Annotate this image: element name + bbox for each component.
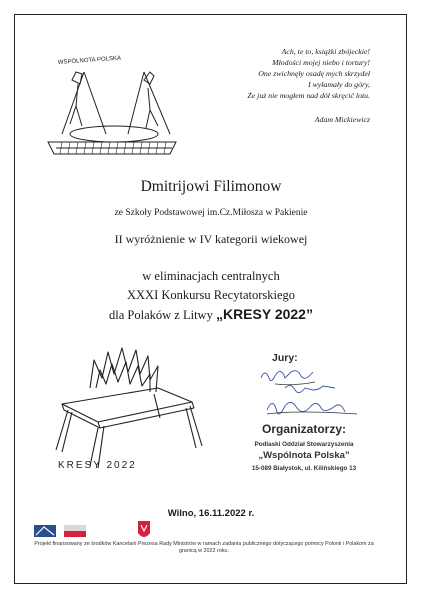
sponsor-logos (34, 521, 154, 543)
poem-line: I wyłamały do góry, (308, 80, 370, 89)
organizer-name: „Wspólnota Polska” (258, 450, 350, 461)
contest-line-3-prefix: dla Polaków z Litwy (109, 308, 216, 322)
emblem-of-poland (138, 521, 150, 537)
jury-signatures (255, 362, 375, 422)
bottom-sketch-caption: KRESY 2022 (58, 460, 137, 471)
poem-line: Że już nie mogłem nad dół skręcić lotu. (247, 91, 370, 100)
contest-line-2: XXXI Konkursu Recytatorskiego (126, 288, 296, 302)
top-theatre-sketch (44, 50, 180, 162)
wspolnota-polska-logo (34, 525, 56, 537)
poem-line: Ach, te to, książki zbójeckie! (281, 47, 370, 56)
recipient-school: ze Szkoły Podstawowej im.Cz.Miłosza w Pakienie (114, 208, 308, 218)
jury-label: Jury: (272, 352, 298, 364)
poem-line: Młodości mojej niebo i tortury! (272, 58, 370, 67)
poem-quote (196, 46, 370, 125)
contest-line-3 (16, 306, 406, 323)
flag-logo (64, 525, 86, 537)
organizer-address: 15-089 Białystok, ul. Kilińskiego 13 (251, 465, 357, 472)
funding-note: Projekt finansowany ze środków Kancelarii Prezesa Rady Ministrów w ramach zadania publicznego dotyczącego pomocy Polonii i Polakom za granicą w 2022 roku. (34, 541, 374, 554)
organizer-line-1: Podlaski Oddział Stowarzyszenia (254, 441, 354, 448)
poem-line: One zwichnęły osadę mych skrzydeł (258, 69, 370, 78)
kresy-table-sketch (50, 344, 210, 476)
contest-name: „KRESY 2022” (215, 306, 313, 322)
contest-line-1: w eliminacjach centralnych (142, 269, 280, 283)
poem-author: Adam Mickiewicz (314, 115, 370, 124)
top-sketch-caption: WSPÓLNOTA POLSKA (57, 55, 122, 66)
recipient-name: Dmitrijowi Filimonow (140, 178, 282, 195)
organizers-label: Organizatorzy: (262, 422, 347, 436)
award-title: II wyróżnienie w IV kategorii wiekowej (114, 232, 308, 246)
issue-date: Wilno, 16.11.2022 r. (167, 508, 255, 519)
